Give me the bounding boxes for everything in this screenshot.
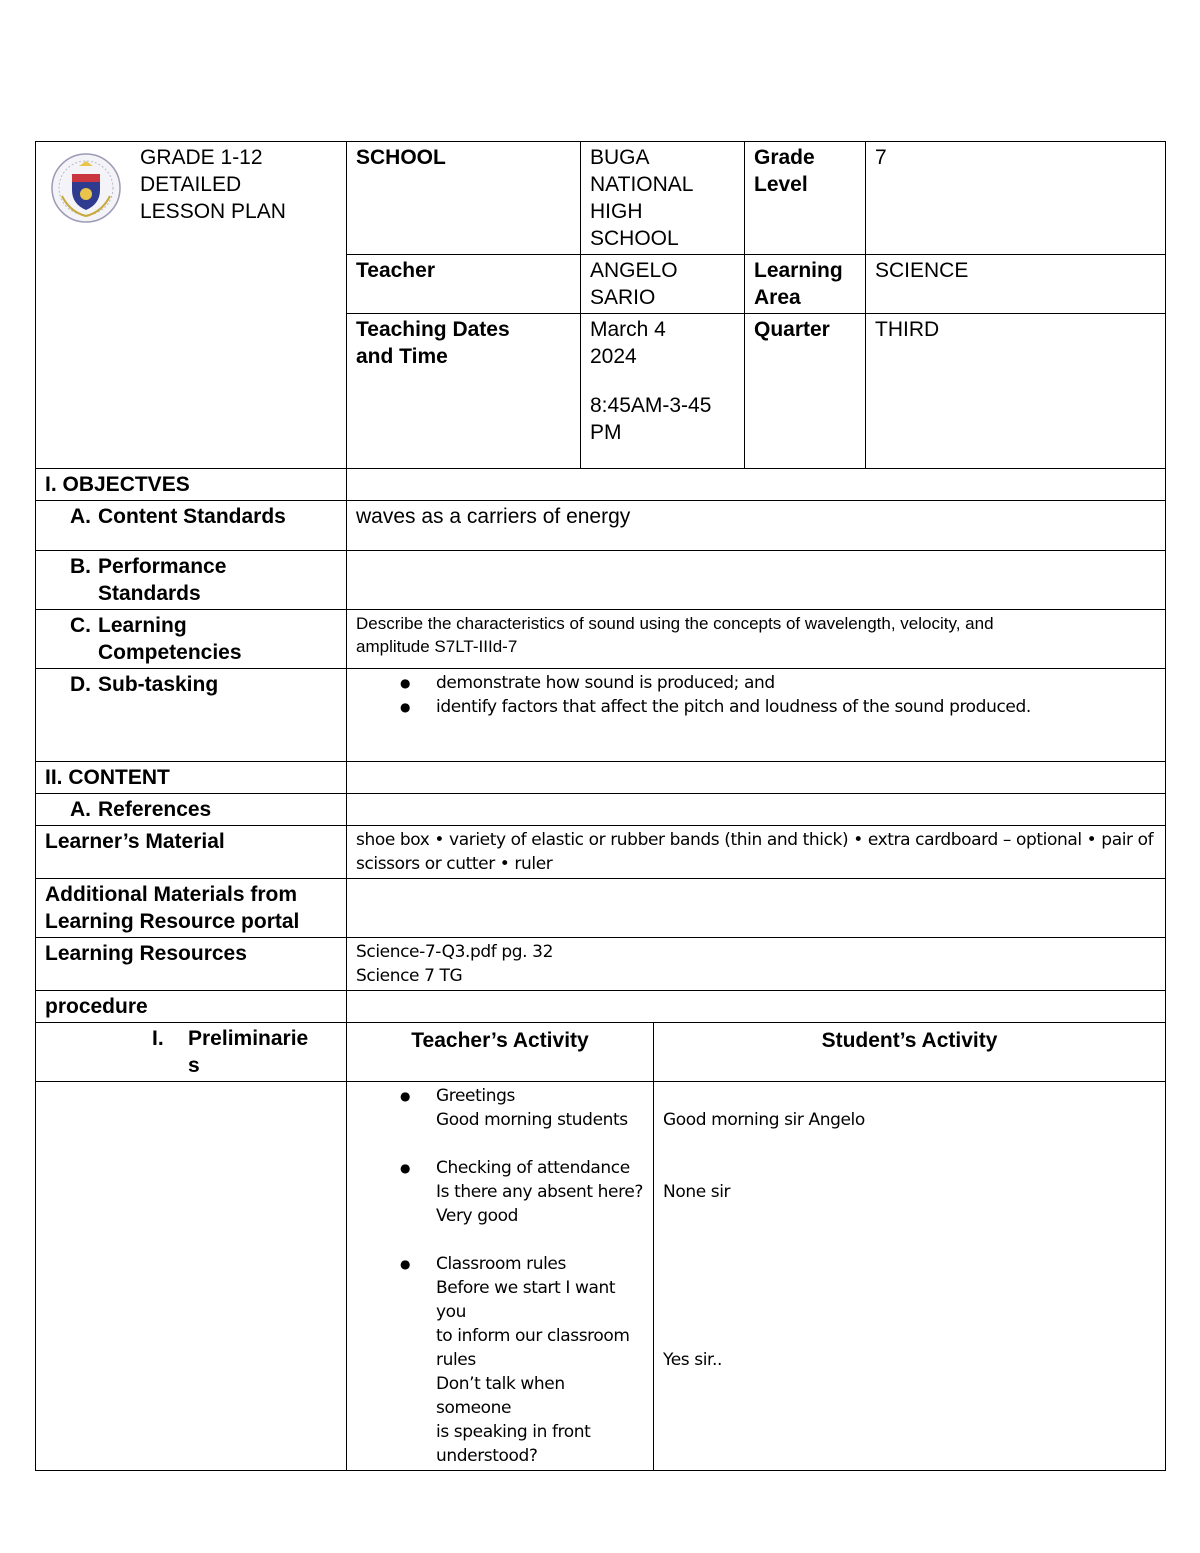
content-standards-value: waves as a carriers of energy <box>347 501 1166 551</box>
teacher-value-cell <box>581 255 745 314</box>
time-line: PM <box>590 421 622 444</box>
material-line: shoe box • variety of elastic or rubber bands (thin and thick) • extra cardboard – optional • pair of <box>356 830 1154 850</box>
content-standards-label: Content Standards <box>98 505 286 528</box>
rules-line: Before we start I want you <box>436 1277 616 1322</box>
preliminaries-line: s <box>188 1053 200 1077</box>
empty-cell <box>36 1081 347 1470</box>
additional-label-line: Additional Materials from <box>45 883 298 906</box>
performance-standards-label-cell <box>36 551 347 610</box>
rules-line: rules <box>436 1349 476 1370</box>
date-line: March 4 <box>590 318 666 341</box>
competency-line: Describe the characteristics of sound using the concepts of wavelength, velocity, and <box>356 614 994 633</box>
lesson-plan-grid <box>35 141 1166 1023</box>
learning-resources-value <box>347 938 1166 991</box>
sub-tasking-row <box>36 669 1166 762</box>
procedure-label: procedure <box>36 991 347 1023</box>
header-row-school <box>36 142 1166 255</box>
school-value-line: BUGA <box>590 146 650 169</box>
grade-label-cell <box>745 142 866 255</box>
teacher-value-line: SARIO <box>590 286 656 309</box>
item-key: A. <box>70 798 91 821</box>
additional-materials-label-cell <box>36 879 347 938</box>
plan-title-cell <box>36 142 347 469</box>
content-heading: II. CONTENT <box>36 762 347 794</box>
learning-area-label-cell <box>745 255 866 314</box>
performance-label-line: Performance <box>98 555 227 578</box>
student-reply: Yes sir.. <box>663 1349 723 1370</box>
competencies-label-line: Learning <box>98 614 187 637</box>
content-heading-row <box>36 762 1166 794</box>
school-value-line: NATIONAL <box>590 173 694 196</box>
teacher-activity-list <box>356 1084 644 1468</box>
activity-content-row <box>36 1081 1166 1470</box>
area-label-line: Learning <box>754 259 843 282</box>
learning-area-value: SCIENCE <box>866 255 1166 314</box>
activity-header-row <box>36 1022 1166 1081</box>
dates-value-cell <box>581 314 745 469</box>
attendance-title: ● Checking of attendance <box>436 1157 630 1178</box>
content-standards-row <box>36 501 1166 551</box>
rules-line: is speaking in front <box>436 1421 591 1442</box>
rules-line: Don’t talk when someone <box>436 1373 565 1418</box>
empty-cell <box>347 762 1166 794</box>
references-label: References <box>98 798 212 821</box>
student-activity-cell <box>654 1081 1166 1470</box>
rules-line: to inform our classroom <box>436 1325 630 1346</box>
area-label-line: Area <box>754 286 801 309</box>
objectives-heading: I. OBJECTVES <box>36 469 347 501</box>
empty-cell <box>347 879 1166 938</box>
date-line: 2024 <box>590 345 637 368</box>
time-line: 8:45AM-3-45 <box>590 394 712 417</box>
grade-label-line: Level <box>754 173 808 196</box>
material-line: scissors or cutter • ruler <box>356 854 553 874</box>
empty-cell <box>347 794 1166 826</box>
quarter-value: THIRD <box>866 314 1166 469</box>
item-key: B. <box>70 555 91 578</box>
dates-label-line: Teaching Dates <box>356 318 510 341</box>
performance-standards-row <box>36 551 1166 610</box>
school-value-line: HIGH <box>590 200 643 223</box>
learning-resources-label: Learning Resources <box>36 938 347 991</box>
plan-title-line-3: LESSON PLAN <box>140 200 286 223</box>
school-value-line: SCHOOL <box>590 227 679 250</box>
competency-line: amplitude S7LT-IIId-7 <box>356 637 518 656</box>
lesson-plan-document-main <box>35 141 1165 1471</box>
item-key: D. <box>70 673 91 696</box>
learning-resources-row <box>36 938 1166 991</box>
learners-material-row <box>36 826 1166 879</box>
preliminaries-line: Preliminarie <box>188 1026 309 1050</box>
list-item: ● demonstrate how sound is produced; and <box>356 671 1156 695</box>
list-item <box>356 1084 644 1132</box>
references-row <box>36 794 1166 826</box>
item-key: I. <box>152 1026 164 1050</box>
resource-line: Science 7 TG <box>356 966 463 986</box>
learning-competencies-value <box>347 610 1166 669</box>
learning-competencies-label-cell <box>36 610 347 669</box>
additional-label-line: Learning Resource portal <box>45 910 300 933</box>
teacher-activity-header: Teacher’s Activity <box>347 1022 654 1081</box>
sub-tasking-label: Sub-tasking <box>98 673 219 696</box>
performance-label-line: Standards <box>98 582 201 605</box>
school-label: SCHOOL <box>347 142 581 255</box>
item-key: C. <box>70 614 91 637</box>
empty-cell <box>347 991 1166 1023</box>
learners-material-label: Learner’s Material <box>36 826 347 879</box>
dates-label-line: and Time <box>356 345 448 368</box>
greetings-title: ● Greetings <box>436 1085 515 1106</box>
rules-title: ● Classroom rules <box>436 1253 566 1274</box>
list-item: ● identify factors that affect the pitch and loudness of the sound produced. <box>356 695 1156 719</box>
rules-line: understood? <box>436 1445 538 1466</box>
grade-label-line: Grade <box>754 146 815 169</box>
activity-table <box>35 1022 1166 1471</box>
list-item <box>356 1156 644 1228</box>
student-activity-header: Student’s Activity <box>654 1022 1166 1081</box>
references-label-cell <box>36 794 347 826</box>
procedure-row <box>36 991 1166 1023</box>
list-item <box>356 1252 644 1468</box>
competencies-label-line: Competencies <box>98 641 242 664</box>
student-reply: None sir <box>663 1181 731 1202</box>
resource-line: Science-7-Q3.pdf pg. 32 <box>356 942 553 962</box>
grade-value: 7 <box>866 142 1166 255</box>
empty-cell <box>347 469 1166 501</box>
preliminaries-label-cell <box>36 1022 347 1081</box>
additional-materials-row <box>36 879 1166 938</box>
teacher-value-line: ANGELO <box>590 259 678 282</box>
learning-competencies-row <box>36 610 1166 669</box>
sub-tasking-list-cell <box>347 669 1166 762</box>
deped-seal-icon <box>50 152 122 224</box>
objectives-heading-row <box>36 469 1166 501</box>
school-value-cell <box>581 142 745 255</box>
attendance-line: Very good <box>436 1205 519 1226</box>
sub-tasking-list <box>356 671 1156 719</box>
content-standards-label-cell <box>36 501 347 551</box>
teacher-label: Teacher <box>347 255 581 314</box>
plan-title-line-1: GRADE 1-12 <box>140 146 263 169</box>
teacher-activity-cell <box>347 1081 654 1470</box>
student-reply: Good morning sir Angelo <box>663 1109 865 1130</box>
item-key: A. <box>70 505 91 528</box>
performance-standards-value <box>347 551 1166 610</box>
quarter-label: Quarter <box>745 314 866 469</box>
learners-material-value <box>347 826 1166 879</box>
sub-tasking-label-cell <box>36 669 347 762</box>
attendance-line: Is there any absent here? <box>436 1181 644 1202</box>
dates-label-cell <box>347 314 581 469</box>
greetings-line: Good morning students <box>436 1109 628 1130</box>
plan-title-line-2: DETAILED <box>140 173 242 196</box>
